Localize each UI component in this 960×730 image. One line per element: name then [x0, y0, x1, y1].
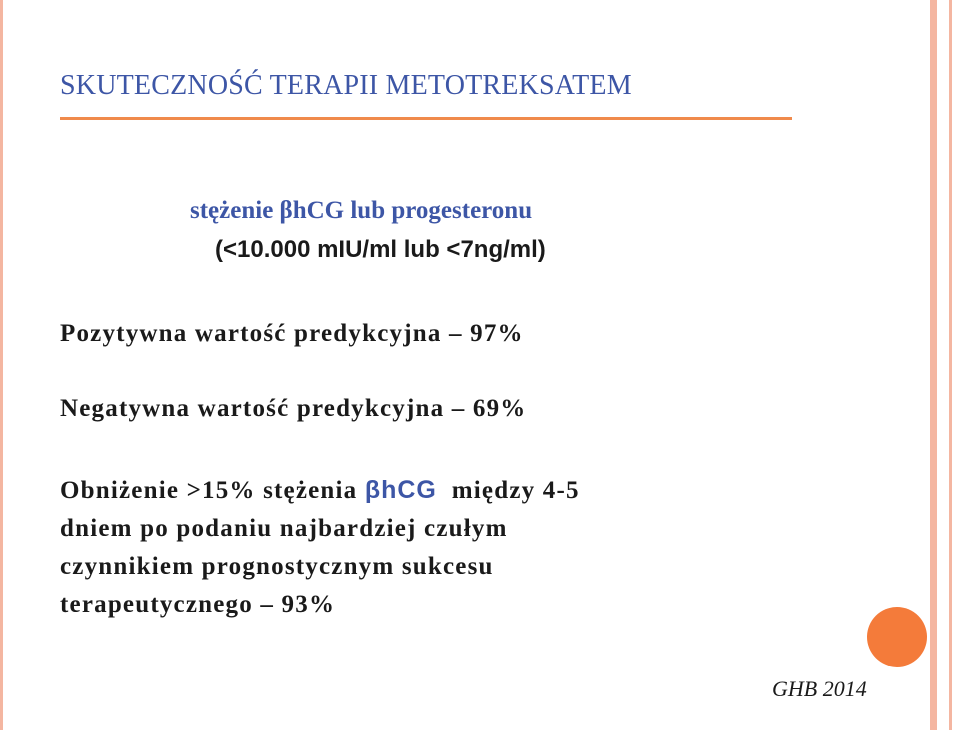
- npv-text: Negatywna wartość predykcyjna – 69%: [60, 395, 527, 422]
- subtitle-line-2: (<10.000 mIU/ml lub <7ng/ml): [215, 236, 546, 263]
- slide-title: SKUTECZNOŚĆ TERAPII METOTREKSATEM: [60, 70, 632, 101]
- decline-text-line2: dniem po podaniu najbardziej czułym: [60, 515, 508, 542]
- reference-label: GHB 2014: [772, 676, 867, 701]
- right-border-line: [949, 0, 952, 730]
- right-border-band: [930, 0, 937, 730]
- ppv-text: Pozytywna wartość predykcyjna – 97%: [60, 320, 524, 347]
- title-underline: [60, 117, 792, 120]
- orange-circle-decoration: [867, 607, 927, 667]
- decline-text-part2: między 4-5: [436, 477, 580, 504]
- decline-text-part1: Obniżenie >15% stężenia: [60, 477, 365, 504]
- bhcg-term: βhCG: [364, 476, 437, 504]
- left-border-line: [0, 0, 3, 730]
- subtitle-line-1: stężenie βhCG lub progesteronu: [190, 197, 533, 224]
- decline-text-line3: czynnikiem prognostycznym sukcesu: [60, 553, 494, 580]
- decline-text-line4: terapeutycznego – 93%: [60, 591, 336, 618]
- decline-paragraph: [60, 471, 580, 624]
